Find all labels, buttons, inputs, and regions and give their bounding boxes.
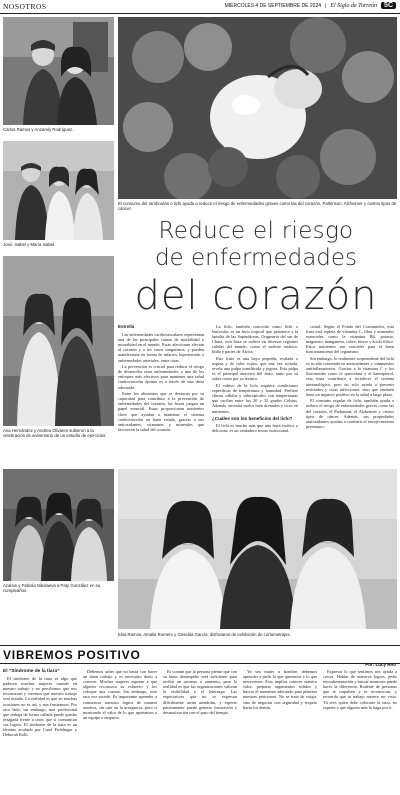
paragraph: Sin embargo, lo realmente sorprendente del lichi es su alto contenido en antioxidantes y compuestos antiinflamatorios. Gracias a la vitamina C y los flavonoides como la quercetina y el kaempferol, esta fruta contribuye a fortalecer el sistema inmunológico, pero no solo ayuda a prevenir resfriados y otras infecciones, sino que también tiene un impacto positivo en la salud a largo plazo. bbox=[306, 356, 394, 397]
newspaper-name: El Siglo de Torreón bbox=[330, 2, 378, 9]
paragraph: La prevención es crucial para reducir el riesgo de desarrollar estas enfermedades, y uno de los enfoques más efectivos para mantener una salud cardiovascular óptima es a través de una dieta adecuada. bbox=[118, 364, 204, 390]
caption-family: José, Isabel y María Isabel. bbox=[3, 242, 56, 247]
paragraph: Entre los alimentos que se destacan por su capacidad para contribuir a la prevención de enfermedades del corazón, las frutas juegan un papel esencial. Estas proporcionan nutrientes clave que ayudan a mantener el sistema cardiovascular en buen estado, gracias a sus antioxidantes, vitaminas y minerales que favorecen la salud del corazón. bbox=[118, 391, 204, 432]
paragraph: El consumo regular de lichi, también ayuda a reducir el riesgo de enfermedades graves como las del corazón, el Parkinson, el Alzheimer y ciertos tipos de cáncer. Además, sus propiedades antioxidantes ayudan a combatir el envejecimiento prematuro. bbox=[306, 398, 394, 429]
caption-lychee: El consumo del ramboután o lichi ayuda a reducir el riesgo de enfermedades graves como las del corazón, Parkinson, Alzheimer y ciertos tipos de cáncer. bbox=[118, 201, 397, 211]
article-column-2 bbox=[212, 324, 298, 434]
photo-group bbox=[118, 469, 397, 629]
paragraph: Las enfermedades cardiovasculares representan una de las principales causas de morbilidad y mortalidad en el mundo. Estas afecciones afectan al corazón y a los vasos sanguíneos, y pueden manifestarse en forma de infartos, hipertensión o enfermedades arteriales, entre otras. bbox=[118, 332, 204, 363]
opinion-column-3 bbox=[163, 669, 237, 716]
subheading-benefits: ¿Cuáles son los beneficios del lichi? bbox=[212, 415, 293, 421]
opinion-column-4 bbox=[243, 669, 317, 711]
paragraph: Es común que la persona piense que con su buen desempeño será suficiente para recibir un ascenso o aumento, pero la realidad es que las organizaciones valoran la visibilidad y el liderazgo. Las expectativas que no se expresan difícilmente serán atendidas, y esperar pasivamente puede generar frustración y desmotivación con el paso del tiempo. bbox=[163, 669, 237, 715]
photo-three-people bbox=[3, 469, 114, 581]
headline-line-2: de enfermedades bbox=[154, 245, 358, 271]
article-byline: Estrella bbox=[118, 324, 135, 329]
caption-group: Elsa Ramos, Amalia Romero y Griselda García, disfrutaron de exhibición de cortometrajes. bbox=[118, 632, 291, 637]
article-column-3 bbox=[306, 324, 394, 430]
photo-couple bbox=[3, 17, 114, 125]
paragraph: El síndrome de la tiara es algo que padecen muchas mujeres cuando en nuestro trabajo y no percibimos que nos reconozcan y creemos que nuestro trabajo será notado. La realidad es que en muchas ocasiones no es así, y nos frustramos. Por otro lado, sin embargo, una profesional que trabaja de forma callada puede quedar rezagada frente a otros que sí comunican sus logros. El síndrome de la tiara es un término acuñado por Carol Frohlinger y Deborah Kolb. bbox=[3, 676, 77, 738]
page-number: 5C bbox=[381, 2, 396, 9]
column-byline: Por: Lucy Hoo bbox=[365, 662, 396, 667]
paragraph: Debemos saber que no basta con hacer un buen trabajo y es necesario darlo a conocer. Muchas mujeres esperan a que alguien reconozca su esfuerzo y les coloque una corona. Sin embargo, esto rara vez sucede. Es importante aprender a comunicar nuestros logros de manera asertiva, sin caer en la arrogancia, pero sí mostrando el valor de lo que aportamos a un equipo o empresa. bbox=[83, 669, 157, 720]
paragraph: El lichi es mucho más que una fruta exótica y deliciosa; es un verdadero tesoro nutricional. bbox=[212, 422, 298, 433]
section-bar bbox=[0, 645, 400, 664]
header-meta: MIÉRCOLES 4 DE SEPTIEMBRE DE 2024 | El Siglo de Torreón 5C bbox=[225, 2, 396, 9]
caption-three-people: Azalain y Fabiola Nikolaeva a Paty González en su cumpleaños. bbox=[3, 583, 101, 593]
photo-two-women bbox=[3, 256, 114, 426]
opinion-column-2 bbox=[83, 669, 157, 721]
caption-couple: Carlos Ramos y Anzarely Rodríguez. bbox=[3, 127, 74, 132]
caption-two-women: Ana Hernández y Andrea Olivares subieron a la celebración de aniversario de un estudio de ejercicios. bbox=[3, 428, 107, 438]
opinion-column-1 bbox=[3, 669, 77, 739]
photo-lychee bbox=[118, 17, 397, 199]
issue-date: MIÉRCOLES 4 DE SEPTIEMBRE DE 2024 bbox=[224, 2, 321, 9]
article-column-1 bbox=[118, 324, 204, 433]
section-name: NOSOTROS bbox=[3, 2, 47, 11]
photo-family bbox=[3, 141, 114, 240]
paragraph: El cultivo de la lichi requiere condiciones específicas de temperatura y humedad. Prefiere climas cálidos y subtropicales con temperaturas que oscilan entre los 20 y 35 grados Celsius. Además, necesita suelos bien drenados y ricos en nutrientes. bbox=[212, 383, 298, 414]
paragraph: Este fruto es una baya pequeña, ovalada o rugosa y de color rojizo, que una vez tostada, revela una pulpa translúcida y jugosa. Esta pulpa es el principal atractivo del fruto, tanto por su sabor como por su textura. bbox=[212, 356, 298, 382]
opinion-column-5 bbox=[323, 669, 397, 711]
paragraph: La lichi, también conocida como lichi o lenticular, es un fruto tropical que pertenece a la familia de las Sapindáceas. Originaria del sur de China, esta fruta se cultiva en diversas regiones cálidas del mundo, como el sudeste asiático, India y partes de África. bbox=[212, 324, 298, 355]
paragraph: cional. Según el Fondo del Consumidor, esta fruta está repleta de vitamina C, fibra y minerales esenciales como la vitamina B6, potasio, magnesio, manganeso, cobre, hierro y ácido fólico. Estos nutrientes son cruciales para el buen funcionamiento del organismo. bbox=[306, 324, 394, 355]
opinion-title: El “Síndrome de la tiara” bbox=[3, 669, 60, 674]
paragraph: Ya sea mujer u hombre, debemos aprender a pedir lo que queremos y lo que merecemos. Esto implica conocer nuestro valor, preparar argumentos sólidos y buscar el momento adecuado para plantear nuestras peticiones. No se trata de exigir, sino de negociar con seguridad y respeto hacia los demás. bbox=[243, 669, 317, 710]
headline-line-3: del corazón bbox=[134, 273, 378, 319]
headline-line-1: Reduce el riesgo bbox=[158, 218, 354, 244]
page-header bbox=[0, 0, 400, 14]
section-title: VIBREMOS POSITIVO bbox=[3, 648, 141, 662]
paragraph: Expresar lo que sentimos nos ayuda a crecer. Hablar de nuestros logros, pedir retroalimentación y buscar mentores puede hacer la diferencia. Rodéate de personas que te impulsen y te reconozcan, y recuerda que tu trabajo merece ser visto. Tú eres quien debe colocarte la tiara, no esperes a que alguien más lo haga por ti. bbox=[323, 669, 397, 710]
